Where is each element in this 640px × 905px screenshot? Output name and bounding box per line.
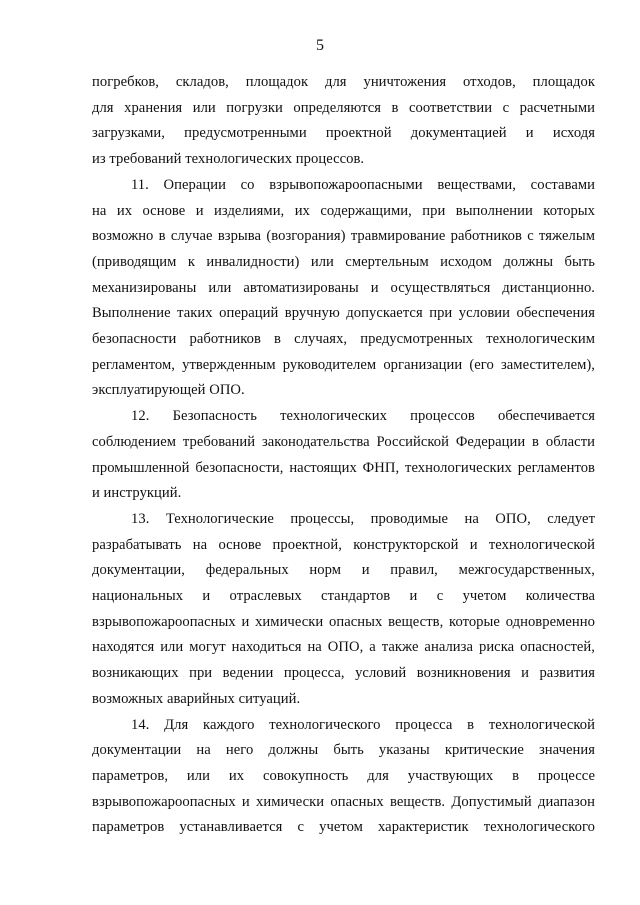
text-line: (приводящим к инвалидности) или смертельным исходом должны быть xyxy=(92,253,595,270)
text-line: находятся или могут находиться на ОПО, а также анализа риска опасностей, xyxy=(92,639,595,656)
text-line: документации на него должны быть указаны критические значения xyxy=(92,742,595,759)
page-number: 5 xyxy=(316,37,324,54)
text-line: эксплуатирующей ОПО. xyxy=(92,382,245,399)
text-line: на их основе и изделиями, их содержащими, при выполнении которых xyxy=(92,202,595,219)
text-line: безопасности работников в случаях, предусмотренных технологическим xyxy=(92,331,595,347)
text-line: механизированы или автоматизированы и осуществляться дистанционно. xyxy=(92,279,595,296)
text-line: документации, федеральных норм и правил, межгосударственных, xyxy=(92,562,595,579)
text-line: параметров устанавливается с учетом характеристик технологического xyxy=(92,819,595,836)
text-line: национальных и отраслевых стандартов и с учетом количества xyxy=(92,588,595,604)
text-line: и инструкций. xyxy=(92,485,182,502)
text-line: погребков, складов, площадок для уничтожения отходов, площадок xyxy=(92,74,595,90)
text-line: 13. Технологические процессы, проводимые на ОПО, следует xyxy=(131,510,595,527)
text-line: возможных аварийных ситуаций. xyxy=(92,690,301,707)
text-line: из требований технологических процессов. xyxy=(92,151,365,168)
text-line: загрузками, предусмотренными проектной документацией и исходя xyxy=(92,125,595,142)
text-line: Выполнение таких операций вручную допускается при условии обеспечения xyxy=(92,305,595,322)
text-line: регламентом, утвержденным руководителем организации (его заместителем), xyxy=(92,356,595,373)
text-line: 12. Безопасность технологических процессов обеспечивается xyxy=(131,408,595,425)
text-line: 14. Для каждого технологического процесса в технологической xyxy=(131,716,595,733)
text-line: соблюдением требований законодательства Российской Федерации в области xyxy=(92,433,595,450)
text-line: для хранения или погрузки определяются в соответствии с расчетными xyxy=(92,99,595,116)
text-line: разрабатывать на основе проектной, конструкторской и технологической xyxy=(92,536,595,553)
text-line: промышленной безопасности, настоящих ФНП, технологических регламентов xyxy=(92,459,595,476)
text-line: возникающих при ведении процесса, условий возникновения и развития xyxy=(92,665,595,682)
text-line: параметров, или их совокупность для участвующих в процессе xyxy=(92,767,595,784)
text-line: 11. Операции со взрывопожароопасными веществами, составами xyxy=(131,176,595,193)
text-line: взрывопожароопасных и химически опасных веществ. Допустимый диапазон xyxy=(92,793,595,810)
text-line: возможно в случае взрыва (возгорания) травмирование работников с тяжелым xyxy=(92,228,595,245)
text-line: взрывопожароопасных и химически опасных веществ, которые одновременно xyxy=(92,613,595,630)
